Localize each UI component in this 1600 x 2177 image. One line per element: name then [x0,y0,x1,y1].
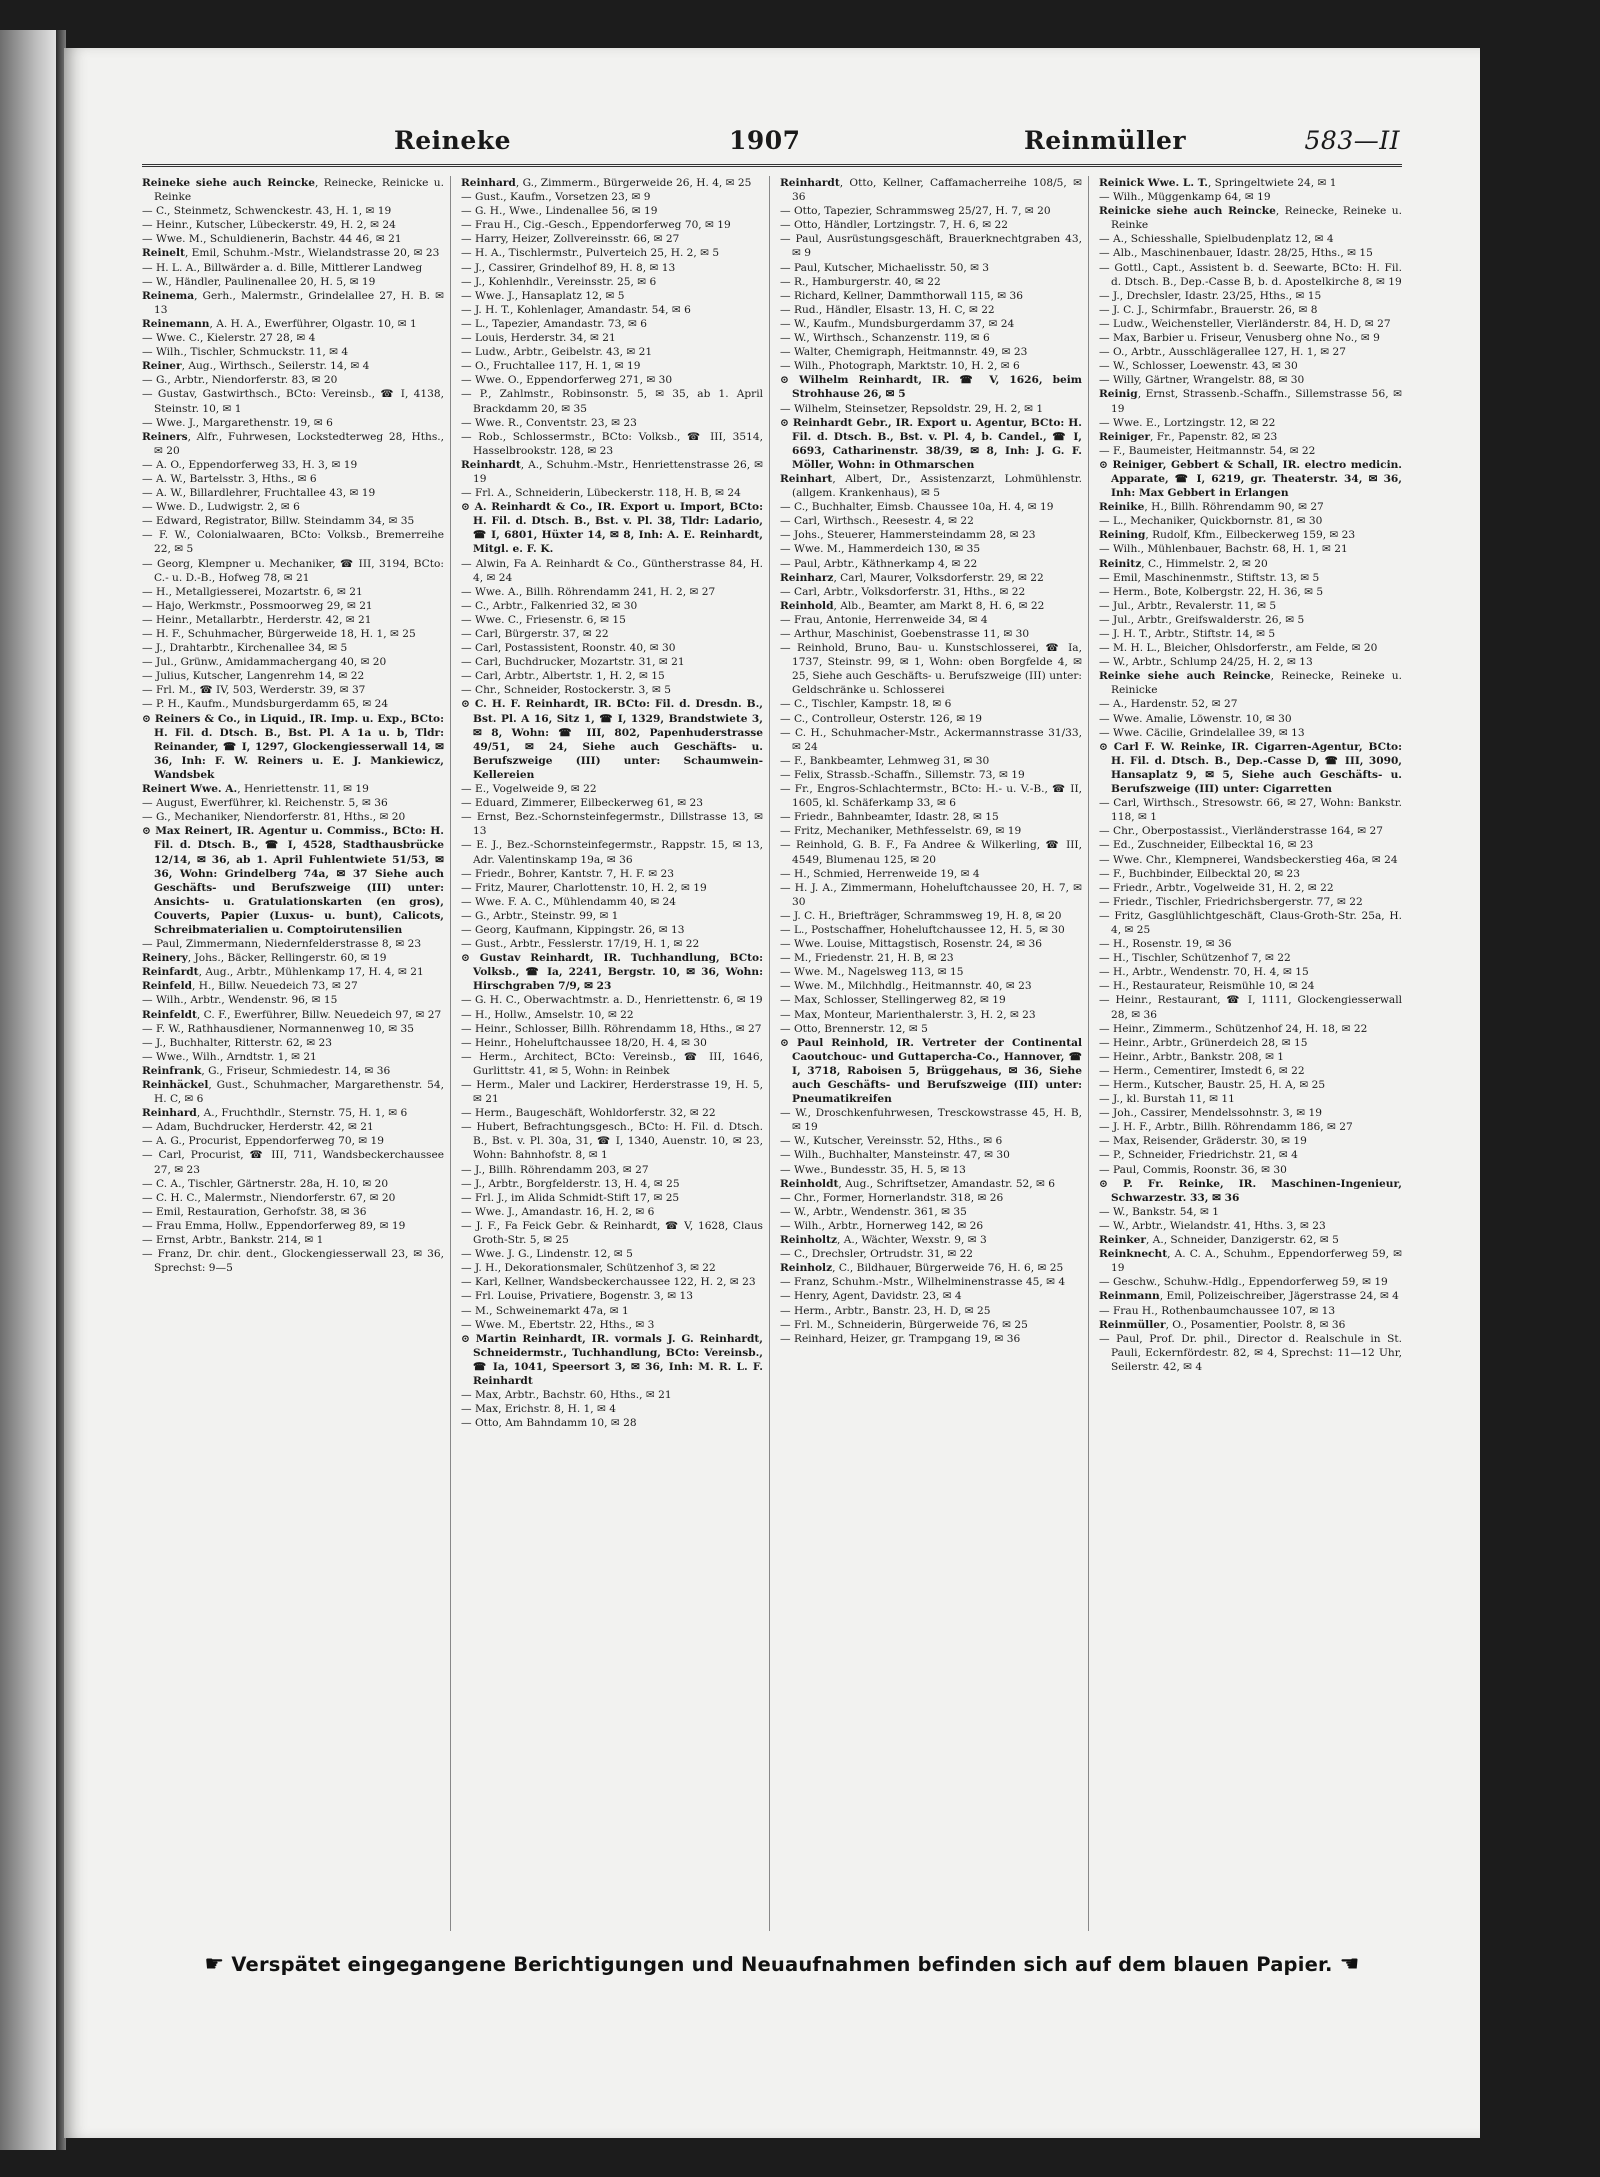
directory-entry: — Carl, Arbtr., Albertstr. 1, H. 2, ✉ 15 [461,670,665,683]
directory-entry: — C., Drechsler, Ortrudstr. 31, ✉ 22 [780,1248,974,1261]
directory-entry: — Heinr., Kutscher, Lübeckerstr. 49, H. 2, ✉ 24 [142,219,396,232]
directory-entry: — Paul, Arbtr., Käthnerkamp 4, ✉ 22 [780,557,978,570]
directory-entry: — Friedr., Bohrer, Kantstr. 7, H. F. ✉ 23 [461,867,675,880]
directory-entry: — A. W., Billardlehrer, Fruchtallee 43, ✉ 19 [142,487,376,500]
directory-entry: — Wilh., Photograph, Marktstr. 10, H. 2, ✉ 6 [780,360,1020,373]
directory-entry: ⊙ Gustav Reinhardt, IR. Tuchhandlung, BCto: Volksb., ☎ Ia, 2241, Bergstr. 10, ✉ 36, Wohn: Hirschgraben 7/9, ✉ 23 [461,952,763,993]
directory-entry: — G. H. C., Oberwachtmstr. a. D., Henriettenstr. 6, ✉ 19 [461,994,763,1007]
directory-entry: — Jul., Grünw., Amidammachergang 40, ✉ 20 [142,656,387,669]
directory-entry: — Wwe. M., Milchhdlg., Heitmannstr. 40, ✉ 23 [780,980,1032,993]
directory-entry: — Ludw., Arbtr., Geibelstr. 43, ✉ 21 [461,346,653,359]
directory-entry: — M., Friedenstr. 21, H. B, ✉ 23 [780,952,954,965]
directory-entry: — O., Fruchtallee 117, H. 1, ✉ 19 [461,360,641,373]
directory-entry: — H., Restaurateur, Reismühle 10, ✉ 24 [1099,980,1315,993]
directory-entry: — A., Schiesshalle, Spielbudenplatz 12, ✉ 4 [1099,233,1334,246]
directory-entry: — Julius, Kutscher, Langenrehm 14, ✉ 22 [142,670,365,683]
directory-entry: — O., Arbtr., Ausschlägerallee 127, H. 1, ✉ 27 [1099,346,1346,359]
directory-entry: — Henry, Agent, Davidstr. 23, ✉ 4 [780,1290,962,1303]
directory-entry: ⊙ Martin Reinhardt, IR. vormals J. G. Reinhardt, Schneidermstr., Tuchhandlung, BCto: Vereinsb., ☎ Ia, 1041, Speersort 3, ✉ 36, Inh: M. R. L. F. Reinhardt [461,1332,763,1387]
directory-entry: — Gottl., Capt., Assistent b. d. Seewarte, BCto: H. Fil. d. Dtsch. B., Dep.-Casse B, b. d. Apostelkirche 8, ✉ 19 [1099,261,1402,288]
directory-entry: — H., Metallgiesserei, Mozartstr. 6, ✉ 21 [142,585,363,598]
directory-entry: — W., Händler, Paulinenallee 20, H. 5, ✉ 19 [142,275,376,288]
directory-entry: — Frau H., Cig.-Gesch., Eppendorferweg 70, ✉ 19 [461,219,731,232]
directory-entry: — F., Buchbinder, Eilbecktal 20, ✉ 23 [1099,867,1300,880]
directory-entry: Reinike, H., Billh. Röhrendamm 90, ✉ 27 [1099,501,1324,514]
directory-entry: — Wwe. Louise, Mittagstisch, Rosenstr. 24, ✉ 36 [780,938,1042,951]
directory-entry: — C., Tischler, Kampstr. 18, ✉ 6 [780,698,952,711]
directory-entry: — Wwe. E., Lortzingstr. 12, ✉ 22 [1099,416,1276,429]
directory-entry: — Carl, Wirthsch., Stresowstr. 66, ✉ 27, Wohn: Bankstr. 118, ✉ 1 [1099,797,1402,824]
directory-entry: Reinfeldt, C. F., Ewerführer, Billw. Neuedeich 97, ✉ 27 [142,1008,442,1021]
directory-entry: — W., Wirthsch., Schanzenstr. 119, ✉ 6 [780,332,990,345]
directory-entry: — Wwe. A., Billh. Röhrendamm 241, H. 2, ✉ 27 [461,585,716,598]
footer-notice [184,1952,1380,1977]
directory-entry: — Wilh., Müggenkamp 64, ✉ 19 [1099,191,1271,204]
directory-entry: — Ludw., Weichensteller, Vierländerstr. 84, H. D, ✉ 27 [1099,317,1391,330]
directory-entry: Reinhäckel, Gust., Schuhmacher, Margarethenstr. 54, H. C, ✉ 6 [142,1079,444,1106]
directory-entry: — Alb., Maschinenbauer, Idastr. 28/25, Hths., ✉ 15 [1099,247,1373,260]
directory-entry: Reinelt, Emil, Schuhm.-Mstr., Wielandstrasse 20, ✉ 23 [142,247,440,260]
previous-page-edge [0,30,60,2150]
directory-entry: Reinhard, A., Fruchthdlr., Sternstr. 75, H. 1, ✉ 6 [142,1107,408,1120]
directory-entry: — Reinhold, Bruno, Bau- u. Kunstschlosserei, ☎ Ia, 1737, Steinstr. 99, ✉ 1, Wohn: oben Borgfelde 4, ✉ 25, Siehe auch Geschäfts- u. Berufszweige (III) unter: Geldschränke u. Schlosserei [780,642,1082,697]
directory-entry: — H. L. A., Billwärder a. d. Bille, Mittlerer Landweg [142,261,423,274]
directory-entry: — M. H. L., Bleicher, Ohlsdorferstr., am Felde, ✉ 20 [1099,642,1378,655]
directory-entry: — Wwe. R., Conventstr. 23, ✉ 23 [461,416,637,429]
directory-entry: — Fritz, Gasglühlichtgeschäft, Claus-Groth-Str. 25a, H. 4, ✉ 25 [1099,909,1402,936]
directory-entry: — L., Postschaffner, Hoheluftchaussee 12, H. 5, ✉ 30 [780,923,1065,936]
directory-entry: — Carl, Arbtr., Volksdorferstr. 31, Hths., ✉ 22 [780,585,1026,598]
directory-entry: Reinig, Ernst, Strassenb.-Schaffn., Sillemstrasse 56, ✉ 19 [1099,388,1402,415]
directory-entry: — Fr., Engros-Schlachtermstr., BCto: H.- u. V.-B., ☎ II, 1605, kl. Schäferkamp 33, ✉ 6 [780,783,1082,810]
directory-entry: — Paul, Commis, Roonstr. 36, ✉ 30 [1099,1163,1287,1176]
column-2 [461,176,770,1931]
directory-entry: Reinhart, Albert, Dr., Assistenzarzt, Lohmühlenstr. (allgem. Krankenhaus), ✉ 5 [780,472,1082,500]
directory-entry: — Paul, Kutscher, Michaelisstr. 50, ✉ 3 [780,261,990,274]
directory-entry: — H., Arbtr., Wendenstr. 70, H. 4, ✉ 15 [1099,966,1309,979]
directory-entry: — Joh., Cassirer, Mendelssohnstr. 3, ✉ 19 [1099,1107,1322,1120]
directory-entry: — Emil, Restauration, Gerhofstr. 38, ✉ 36 [142,1205,367,1218]
directory-entry: ⊙ A. Reinhardt & Co., IR. Export u. Import, BCto: H. Fil. d. Dtsch. B., Bst. v. Pl. 38, Tldr: Ladario, ☎ I, 6801, Hüxter 14, ✉ 8, Inh: A. E. Reinhardt, Mitgl. e. F. K. [461,501,763,556]
directory-entry: — Wilh., Tischler, Schmuckstr. 11, ✉ 4 [142,346,349,359]
directory-entry: Reinfrank, G., Friseur, Schmiedestr. 14, ✉ 36 [142,1064,391,1077]
directory-entry: ⊙ Carl F. W. Reinke, IR. Cigarren-Agentur, BCto: H. Fil. d. Dtsch. B., Dep.-Casse D, ☎ III, 3090, Hansaplatz 9, ✉ 5, Siehe auch Geschäfts- u. Berufszweige (III) unter: Cigarretten [1099,740,1402,796]
directory-entry: — Heinr., Metallarbtr., Herderstr. 42, ✉ 21 [142,613,372,626]
page-number: 583—II [1304,126,1400,155]
directory-entry: Reinmann, Emil, Polizeischreiber, Jägerstrasse 24, ✉ 4 [1099,1290,1399,1303]
directory-entry: — Wwe. J., Hansaplatz 12, ✉ 5 [461,289,625,302]
directory-entry: — Max, Erichstr. 8, H. 1, ✉ 4 [461,1403,617,1416]
directory-entry: — Louis, Herderstr. 34, ✉ 21 [461,332,616,345]
directory-entry: — Gust., Kaufm., Vorsetzen 23, ✉ 9 [461,191,651,204]
directory-entry: — Rud., Händler, Elsastr. 13, H. C, ✉ 22 [780,303,995,316]
directory-entry: — C. H., Schuhmacher-Mstr., Ackermannstrasse 31/33, ✉ 24 [780,726,1082,753]
directory-entry: — Heinr., Hoheluftchaussee 18/20, H. 4, ✉ 30 [461,1036,707,1049]
directory-entry: — Chr., Former, Hornerlandstr. 318, ✉ 26 [780,1191,1004,1204]
directory-entry: ⊙ Reinhardt Gebr., IR. Export u. Agentur, BCto: H. Fil. d. Dtsch. B., Bst. v. Pl. 4, b. Candel., ☎ I, 6693, Catharinenstr. 38/39, ✉ 8, Inh: J. G. F. Möller, Wohn: in Othmarschen [780,416,1082,471]
directory-entry: — F. W., Colonialwaaren, BCto: Volksb., Bremerreihe 22, ✉ 5 [142,529,444,556]
directory-entry: — H., Tischler, Schützenhof 7, ✉ 22 [1099,952,1291,965]
directory-entry: — A., Hardenstr. 52, ✉ 27 [1099,698,1238,711]
directory-entry: — G., Arbtr., Niendorferstr. 83, ✉ 20 [142,374,338,387]
directory-entry: — M., Schweinemarkt 47a, ✉ 1 [461,1304,629,1317]
directory-entry: — H., Schmied, Herrenweide 19, ✉ 4 [780,867,980,880]
directory-entry: — Johs., Steuerer, Hammersteindamm 28, ✉ 23 [780,529,1036,542]
directory-entry: — Herm., Architect, BCto: Vereinsb., ☎ III, 1646, Gurlittstr. 41, ✉ 5, Wohn: in Reinbek [461,1050,763,1077]
directory-entry: — Heinr., Arbtr., Grünerdeich 28, ✉ 15 [1099,1036,1308,1049]
directory-entry: ⊙ Max Reinert, IR. Agentur u. Commiss., BCto: H. Fil. d. Dtsch. B., ☎ I, 4528, Stadthausbrücke 12/14, ✉ 36, ab 1. April Fuhlentwiete 51/53, ✉ 36, Wohn: Grindelberg 74a, ✉ 37 Siehe auch Geschäfts- und Berufszweige (III) unter: Ansichts- u. Gratulationskarten (en gros), Couverts, Papier (Luxus- u. bunt), Calicots, Schreibmaterialien u. Comptoirutensilien [142,825,444,936]
directory-entry: — Georg, Kaufmann, Kippingstr. 26, ✉ 13 [461,923,685,936]
directory-entry: — Otto, Händler, Lortzingstr. 7, H. 6, ✉ 22 [780,219,1009,232]
directory-entry: — Ed., Zuschneider, Eilbecktal 16, ✉ 23 [1099,839,1314,852]
directory-entry: Reinemann, A. H. A., Ewerführer, Olgastr. 10, ✉ 1 [142,317,417,330]
directory-entry: — Paul, Zimmermann, Niedernfelderstrasse 8, ✉ 23 [142,938,422,951]
directory-entry: — Wwe. O., Eppendorferweg 271, ✉ 30 [461,374,673,387]
directory-entry: Reining, Rudolf, Kfm., Eilbeckerweg 159, ✉ 23 [1099,529,1356,542]
directory-entry: — Paul, Prof. Dr. phil., Director d. Realschule in St. Pauli, Eckernfördestr. 82, ✉ 4, Sprechst: 11—12 Uhr, Seilerstr. 42, ✉ 4 [1099,1332,1402,1373]
directory-entry: — Edward, Registrator, Billw. Steindamm 34, ✉ 35 [142,515,415,528]
directory-entry: Reiner, Aug., Wirthsch., Seilerstr. 14, ✉ 4 [142,360,370,373]
directory-entry: Reinmüller, O., Posamentier, Poolstr. 8, ✉ 36 [1099,1318,1346,1331]
directory-entry: Reiners, Alfr., Fuhrwesen, Lockstedterweg 28, Hths., ✉ 20 [142,430,444,457]
directory-entry: ⊙ Paul Reinhold, IR. Vertreter der Continental Caoutchouc- und Guttapercha-Co., Hannover, ☎ I, 3718, Raboisen 5, Brüggehaus, ✉ 36, Siehe auch Geschäfts- und Berufszweige (III) unter: Pneumatikreifen [780,1036,1082,1106]
directory-entry: Reinhard, G., Zimmerm., Bürgerweide 26, H. 4, ✉ 25 [461,177,752,189]
directory-entry: — F. W., Rathhausdiener, Normannenweg 10, ✉ 35 [142,1022,414,1035]
directory-entry: ⊙ P. Fr. Reinke, IR. Maschinen-Ingenieur, Schwarzestr. 33, ✉ 36 [1099,1177,1402,1204]
directory-entry: — P., Schneider, Friedrichstr. 21, ✉ 4 [1099,1149,1298,1162]
directory-entry: — Herm., Bote, Kolbergstr. 22, H. 36, ✉ 5 [1099,585,1324,598]
header-year: 1907 [729,126,801,155]
directory-entry: — Herm., Maler und Lackirer, Herderstrasse 19, H. 5, ✉ 21 [461,1079,763,1106]
directory-entry: — C., Arbtr., Falkenried 32, ✉ 30 [461,599,638,612]
directory-columns [142,176,1408,1931]
directory-entry: — Wwe. M., Ebertstr. 22, Hths., ✉ 3 [461,1318,655,1331]
directory-entry: — P. H., Kaufm., Mundsburgerdamm 65, ✉ 24 [142,698,389,711]
directory-entry: — Friedr., Tischler, Friedrichsbergerstr. 77, ✉ 22 [1099,895,1363,908]
directory-entry: — Richard, Kellner, Dammthorwall 115, ✉ 36 [780,289,1024,302]
directory-entry: — Heinr., Arbtr., Bankstr. 208, ✉ 1 [1099,1050,1285,1063]
directory-entry: — Harry, Heizer, Zollvereinsstr. 66, ✉ 27 [461,233,680,246]
directory-entry: — W., Arbtr., Wielandstr. 41, Hths. 3, ✉ 23 [1099,1219,1326,1232]
directory-entry: — Wwe. M., Hammerdeich 130, ✉ 35 [780,543,981,556]
header-right-keyword: Reinmüller [1024,126,1187,155]
directory-entry: — Chr., Schneider, Rostockerstr. 3, ✉ 5 [461,684,671,697]
directory-entry: — Friedr., Bahnbeamter, Idastr. 28, ✉ 15 [780,811,999,824]
directory-entry: — F., Bankbeamter, Lehmweg 31, ✉ 30 [780,754,990,767]
directory-entry: Reinhardt, Otto, Kellner, Caffamacherreihe 108/5, ✉ 36 [780,177,1082,204]
directory-entry: — L., Tapezier, Amandastr. 73, ✉ 6 [461,317,648,330]
directory-entry: — G. H., Wwe., Lindenallee 56, ✉ 19 [461,205,658,218]
directory-entry: — Wwe. J., Amandastr. 16, H. 2, ✉ 6 [461,1205,655,1218]
directory-entry: — C., Controlleur, Osterstr. 126, ✉ 19 [780,712,983,725]
directory-entry: Reinharz, Carl, Maurer, Volksdorferstr. 29, ✉ 22 [780,571,1044,584]
header-left-keyword: Reineke [394,126,511,155]
directory-entry: — Adam, Buchdrucker, Herderstr. 42, ✉ 21 [142,1121,374,1134]
directory-entry: — Max, Schlosser, Stellingerweg 82, ✉ 19 [780,994,1006,1007]
directory-entry: — Herm., Baugeschäft, Wohldorferstr. 32, ✉ 22 [461,1107,716,1120]
directory-entry: — Gustav, Gastwirthsch., BCto: Vereinsb., ☎ I, 4138, Steinstr. 10, ✉ 1 [142,388,444,415]
directory-entry: — J., Kohlenhdlr., Vereinsstr. 25, ✉ 6 [461,275,657,288]
pointing-hand-icon: ☛ [204,1952,225,1977]
directory-entry: — Max, Reisender, Gräderstr. 30, ✉ 19 [1099,1135,1307,1148]
column-3 [780,176,1089,1931]
directory-entry: — J., Buchhalter, Ritterstr. 62, ✉ 23 [142,1036,333,1049]
directory-entry: — G., Mechaniker, Niendorferstr. 81, Hths., ✉ 20 [142,811,406,824]
directory-entry: — E. J., Bez.-Schornsteinfegermstr., Rappstr. 15, ✉ 13, Adr. Valentinskamp 19a, ✉ 36 [461,839,763,866]
directory-entry: — Frl. A., Schneiderin, Lübeckerstr. 118, H. B, ✉ 24 [461,487,741,500]
directory-entry: — Wilh., Arbtr., Hornerweg 142, ✉ 26 [780,1219,984,1232]
directory-entry: — G., Arbtr., Steinstr. 99, ✉ 1 [461,909,619,922]
directory-entry: — Chr., Oberpostassist., Vierländerstrasse 164, ✉ 27 [1099,825,1384,838]
directory-entry: — Carl, Bürgerstr. 37, ✉ 22 [461,628,609,640]
directory-entry: — J., Cassirer, Grindelhof 89, H. 8, ✉ 13 [461,261,676,274]
directory-entry: — Wwe. M., Schuldienerin, Bachstr. 44 46, ✉ 21 [142,233,402,246]
directory-entry: — Paul, Ausrüstungsgeschäft, Brauerknechtgraben 43, ✉ 9 [780,233,1082,260]
directory-entry: — F., Baumeister, Heitmannstr. 54, ✉ 22 [1099,444,1316,457]
directory-entry: — Wilh., Arbtr., Wendenstr. 96, ✉ 15 [142,994,338,1007]
directory-entry: — Heinr., Schlosser, Billh. Röhrendamm 18, Hths., ✉ 27 [461,1022,762,1035]
directory-entry: — J. H., Dekorationsmaler, Schützenhof 3, ✉ 22 [461,1262,716,1275]
directory-entry: — Frl. Louise, Privatiere, Bogenstr. 3, ✉ 13 [461,1290,693,1303]
directory-entry: — Rob., Schlossermstr., BCto: Volksb., ☎ III, 3514, Hasselbrookstr. 128, ✉ 23 [461,430,763,457]
directory-entry: — W., Arbtr., Wendenstr. 361, ✉ 35 [780,1205,967,1218]
directory-entry: — H., Rosenstr. 19, ✉ 36 [1099,938,1232,951]
directory-entry: — Carl, Wirthsch., Reesestr. 4, ✉ 22 [780,515,974,528]
directory-entry: — Wwe. J., Margarethenstr. 19, ✉ 6 [142,416,333,429]
directory-entry: — Frau, Antonie, Herrenweide 34, ✉ 4 [780,613,988,626]
directory-entry: — Wilhelm, Steinsetzer, Repsoldstr. 29, H. 2, ✉ 1 [780,402,1044,415]
directory-entry: — Herm., Cementirer, Imstedt 6, ✉ 22 [1099,1064,1305,1077]
directory-entry: — L., Mechaniker, Quickbornstr. 81, ✉ 30 [1099,515,1323,528]
directory-entry: — Arthur, Maschinist, Goebenstrasse 11, ✉ 30 [780,628,1030,640]
directory-entry: ⊙ Wilhelm Reinhardt, IR. ☎ V, 1626, beim Strohhause 26, ✉ 5 [780,374,1082,401]
directory-entry: — J. C. H., Briefträger, Schrammsweg 19, H. 8, ✉ 20 [780,909,1062,922]
directory-entry: — Reinhard, Heizer, gr. Trampgang 19, ✉ 36 [780,1332,1021,1345]
directory-entry: — Jul., Arbtr., Greifswalderstr. 26, ✉ 5 [1099,613,1305,626]
directory-entry: — Reinhold, G. B. F., Fa Andree & Wilkerling, ☎ III, 4549, Blumenau 125, ✉ 20 [780,839,1082,866]
directory-entry: — Wwe. Chr., Klempnerei, Wandsbeckerstieg 46a, ✉ 24 [1099,853,1398,866]
directory-entry: — C., Steinmetz, Schwenckestr. 43, H. 1, ✉ 19 [142,205,392,218]
pointing-hand-icon: ☚ [1339,1952,1360,1977]
directory-entry: ⊙ Reiners & Co., in Liquid., IR. Imp. u. Exp., BCto: H. Fil. d. Dtsch. B., Bst. Pl. A 1a u. b, Tldr: Reinander, ☎ I, 1297, Glockengiesserwall 14, ✉ 36, Inh: F. W. Reiners u. E. J. Mankiewicz, Wandsbek [142,712,444,781]
directory-entry: — J., Drechsler, Idastr. 23/25, Hths., ✉ 15 [1099,289,1322,302]
directory-entry: — Otto, Brennerstr. 12, ✉ 5 [780,1022,928,1035]
directory-entry: — Karl, Kellner, Wandsbeckerchaussee 122, H. 2, ✉ 23 [461,1276,756,1289]
directory-entry: — A. G., Procurist, Eppendorferweg 70, ✉ 19 [142,1135,385,1148]
directory-entry: — Gust., Arbtr., Fesslerstr. 17/19, H. 1, ✉ 22 [461,938,700,951]
directory-entry: — Wwe. D., Ludwigstr. 2, ✉ 6 [142,501,300,514]
directory-entry: — Hubert, Befrachtungsgesch., BCto: H. Fil. d. Dtsch. B., Bst. v. Pl. 30a, 31, ☎ I, 1340, Auenstr. 10, ✉ 23, Wohn: Bahnhofstr. 8, ✉ 1 [461,1121,763,1162]
directory-entry: — Frl. J., im Alida Schmidt-Stift 17, ✉ 25 [461,1191,680,1204]
directory-entry: Reinholdt, Aug., Schriftsetzer, Amandastr. 52, ✉ 6 [780,1177,1056,1190]
directory-entry: — Georg, Klempner u. Mechaniker, ☎ III, 3194, BCto: C.- u. D.-B., Hofweg 78, ✉ 21 [142,557,444,584]
directory-entry: — Jul., Arbtr., Revalerstr. 11, ✉ 5 [1099,599,1277,612]
directory-entry: — Ernst, Arbtr., Bankstr. 214, ✉ 1 [142,1234,324,1247]
directory-entry: — Herm., Arbtr., Banstr. 23, H. D, ✉ 25 [780,1304,991,1317]
directory-entry: Reinicke siehe auch Reincke, Reinecke, Reineke u. Reinke [1099,205,1402,232]
directory-entry: — Wwe. Amalie, Löwenstr. 10, ✉ 30 [1099,712,1292,725]
directory-entry: — C. H. C., Malermstr., Niendorferstr. 67, ✉ 20 [142,1191,396,1204]
directory-entry: — J., Billh. Röhrendamm 203, ✉ 27 [461,1163,649,1176]
directory-entry: — Wwe. C., Friesenstr. 6, ✉ 15 [461,613,626,626]
directory-entry: — Otto, Tapezier, Schrammsweg 25/27, H. 7, ✉ 20 [780,205,1051,218]
directory-entry: ⊙ Reiniger, Gebbert & Schall, IR. electro medicin. Apparate, ☎ I, 6219, gr. Theaterstr. 34, ✉ 36, Inh: Max Gebbert in Erlangen [1099,458,1402,500]
directory-entry: — J. H. T., Kohlenlager, Amandastr. 54, ✉ 6 [461,303,691,316]
directory-entry: — Willy, Gärtner, Wrangelstr. 88, ✉ 30 [1099,374,1305,387]
directory-entry: — Wwe. F. A. C., Mühlendamm 40, ✉ 24 [461,895,677,908]
directory-entry: — W., Kutscher, Vereinsstr. 52, Hths., ✉ 6 [780,1135,1003,1148]
directory-entry: — W., Kaufm., Mundsburgerdamm 37, ✉ 24 [780,317,1015,330]
directory-entry: — Friedr., Arbtr., Vogelweide 31, H. 2, ✉ 22 [1099,881,1334,894]
directory-entry: — H. J. A., Zimmermann, Hoheluftchaussee 20, H. 7, ✉ 30 [780,881,1082,908]
directory-entry: Reinholz, C., Bildhauer, Bürgerweide 76, H. 6, ✉ 25 [780,1262,1064,1275]
directory-entry: — Wwe. M., Nagelsweg 113, ✉ 15 [780,966,964,979]
directory-entry: — Fritz, Mechaniker, Methfesselstr. 69, ✉ 19 [780,825,1022,838]
directory-entry: — J., kl. Burstah 11, ✉ 11 [1099,1093,1235,1106]
directory-entry: — J., Arbtr., Borgfelderstr. 13, H. 4, ✉ 25 [461,1177,680,1190]
directory-entry: — Hajo, Werkmstr., Possmoorweg 29, ✉ 21 [142,599,373,612]
directory-entry: — J. H. F., Arbtr., Billh. Röhrendamm 186, ✉ 27 [1099,1121,1353,1134]
directory-entry: — H., Hollw., Amselstr. 10, ✉ 22 [461,1008,634,1021]
footer-text: Verspätet eingegangene Berichtigungen und Neuaufnahmen befinden sich auf dem blauen Papier. [231,1953,1333,1976]
directory-entry: Reinfardt, Aug., Arbtr., Mühlenkamp 17, H. 4, ✉ 21 [142,966,424,979]
directory-entry: — Heinr., Zimmerm., Schützenhof 24, H. 18, ✉ 22 [1099,1022,1368,1035]
directory-entry: — Carl, Procurist, ☎ III, 711, Wandsbeckerchaussee 27, ✉ 23 [142,1149,444,1176]
directory-entry: — C. A., Tischler, Gärtnerstr. 28a, H. 10, ✉ 20 [142,1177,389,1190]
directory-entry: — Wwe. C., Kielerstr. 27 28, ✉ 4 [142,332,316,345]
directory-entry: — Wilh., Mühlenbauer, Bachstr. 68, H. 1, ✉ 21 [1099,543,1348,556]
column-1 [142,176,451,1931]
directory-entry: — Franz, Schuhm.-Mstr., Wilhelminenstrasse 45, ✉ 4 [780,1276,1066,1289]
column-4 [1099,176,1408,1931]
directory-entry: — Wwe., Wilh., Arndtstr. 1, ✉ 21 [142,1050,317,1063]
directory-entry: — Frau H., Rothenbaumchaussee 107, ✉ 13 [1099,1304,1336,1317]
directory-entry: — W., Bankstr. 54, ✉ 1 [1099,1205,1219,1218]
directory-entry: — Herm., Kutscher, Baustr. 25, H. A, ✉ 25 [1099,1079,1326,1091]
directory-entry: — R., Hamburgerstr. 40, ✉ 22 [780,275,941,288]
directory-entry: — A. O., Eppendorferweg 33, H. 3, ✉ 19 [142,458,358,471]
directory-entry: — J., Drahtarbtr., Kirchenallee 34, ✉ 5 [142,642,348,655]
header-rule [142,164,1402,167]
directory-entry: — Ernst, Bez.-Schornsteinfegermstr., Dillstrasse 13, ✉ 13 [461,811,763,838]
directory-entry: — Walter, Chemigraph, Heitmannstr. 49, ✉ 23 [780,346,1028,359]
directory-entry: — W., Droschkenfuhrwesen, Tresckowstrasse 45, H. B, ✉ 19 [780,1107,1082,1134]
directory-entry: — A. W., Bartelsstr. 3, Hths., ✉ 6 [142,472,317,485]
directory-entry: — Frau Emma, Hollw., Eppendorferweg 89, ✉ 19 [142,1219,406,1232]
directory-entry: — E., Vogelweide 9, ✉ 22 [461,783,597,796]
directory-entry: Reinery, Johs., Bäcker, Rellingerstr. 60, ✉ 19 [142,952,387,965]
directory-entry: — W., Schlosser, Loewenstr. 43, ✉ 30 [1099,360,1298,373]
directory-entry: — Max, Barbier u. Friseur, Venusberg ohne No., ✉ 9 [1099,332,1380,345]
directory-entry: — J. F., Fa Feick Gebr. & Reinhardt, ☎ V, 1628, Claus Groth-Str. 5, ✉ 25 [461,1219,763,1247]
directory-page [64,48,1480,2138]
directory-entry: — J. C. J., Schirmfabr., Brauerstr. 26, ✉ 8 [1099,303,1318,316]
directory-entry: — Wwe. Cäcilie, Grindelallee 39, ✉ 13 [1099,726,1305,739]
directory-entry: Reinhardt, A., Schuhm.-Mstr., Henriettenstrasse 26, ✉ 19 [461,458,763,485]
directory-entry: Reinker, A., Schneider, Danzigerstr. 62, ✉ 5 [1099,1234,1339,1247]
directory-entry: — Max, Arbtr., Bachstr. 60, Hths., ✉ 21 [461,1389,672,1402]
directory-entry: — Eduard, Zimmerer, Eilbeckerweg 61, ✉ 23 [461,797,703,810]
directory-entry: — C., Buchhalter, Eimsb. Chaussee 10a, H. 4, ✉ 19 [780,501,1054,514]
directory-entry: — Felix, Strassb.-Schaffn., Sillemstr. 73, ✉ 19 [780,768,1025,781]
directory-entry: — Frl. M., ☎ IV, 503, Werderstr. 39, ✉ 37 [142,684,366,697]
directory-entry: — Carl, Buchdrucker, Mozartstr. 31, ✉ 21 [461,656,685,669]
directory-entry: — Wilh., Buchhalter, Mansteinstr. 47, ✉ 30 [780,1149,1010,1162]
directory-entry: — Emil, Maschinenmstr., Stiftstr. 13, ✉ 5 [1099,571,1320,584]
directory-entry: — H. A., Tischlermstr., Pulverteich 25, H. 2, ✉ 5 [461,247,720,260]
directory-entry: — Franz, Dr. chir. dent., Glockengiesserwall 23, ✉ 36, Sprechst: 9—5 [142,1248,444,1275]
directory-entry: — W., Arbtr., Schlump 24/25, H. 2, ✉ 13 [1099,656,1313,669]
directory-entry: — August, Ewerführer, kl. Reichenstr. 5, ✉ 36 [142,797,388,810]
directory-entry: Reinfeld, H., Billw. Neuedeich 73, ✉ 27 [142,980,358,993]
directory-entry: Reiniger, Fr., Papenstr. 82, ✉ 23 [1099,430,1278,443]
directory-entry: — J. H. T., Arbtr., Stiftstr. 14, ✉ 5 [1099,628,1276,640]
directory-entry: — Alwin, Fa A. Reinhardt & Co., Güntherstrasse 84, H. 4, ✉ 24 [461,557,763,584]
directory-entry: — Heinr., Restaurant, ☎ I, 1111, Glockengiesserwall 28, ✉ 36 [1099,994,1402,1021]
directory-entry: Reinert Wwe. A., Henriettenstr. 11, ✉ 19 [142,783,369,796]
directory-entry: — Otto, Am Bahndamm 10, ✉ 28 [461,1417,637,1430]
page-header [64,126,1480,166]
directory-entry: — Carl, Postassistent, Roonstr. 40, ✉ 30 [461,642,676,655]
directory-entry: Reinitz, C., Himmelstr. 2, ✉ 20 [1099,557,1268,570]
directory-entry: — Frl. M., Schneiderin, Bürgerweide 76, ✉ 25 [780,1318,1028,1331]
directory-entry: — Fritz, Maurer, Charlottenstr. 10, H. 2, ✉ 19 [461,881,707,894]
directory-entry: Reinholtz, A., Wächter, Wexstr. 9, ✉ 3 [780,1234,987,1247]
directory-entry: — Wwe. J. G., Lindenstr. 12, ✉ 5 [461,1248,633,1261]
directory-entry: Reinema, Gerh., Malermstr., Grindelallee 27, H. B. ✉ 13 [142,289,444,316]
directory-entry: Reinick Wwe. L. T., Springeltwiete 24, ✉ 1 [1099,177,1337,189]
directory-entry: ⊙ C. H. F. Reinhardt, IR. BCto: Fil. d. Dresdn. B., Bst. Pl. A 16, Sitz 1, ☎ I, 1329, Brandstwiete 3, ✉ 8, Wohn: ☎ III, 802, Papenhuderstrasse 49/51, ✉ 24, Siehe auch Geschäfts- u. Berufszweige (III) unter: Schaumwein-Kellereien [461,698,763,781]
directory-entry: Reinke siehe auch Reincke, Reinecke, Reineke u. Reinicke [1099,670,1402,697]
directory-entry: Reinhold, Alb., Beamter, am Markt 8, H. 6, ✉ 22 [780,599,1045,612]
directory-entry: — H. F., Schuhmacher, Bürgerweide 18, H. 1, ✉ 25 [142,628,416,640]
directory-entry: — P., Zahlmstr., Robinsonstr. 5, ✉ 35, ab 1. April Brackdamm 20, ✉ 35 [461,388,763,415]
directory-entry: Reineke siehe auch Reincke, Reinecke, Reinicke u. Reinke [142,177,444,204]
directory-entry: — Max, Monteur, Marienthalerstr. 3, H. 2, ✉ 23 [780,1008,1036,1021]
directory-entry: — Wwe., Bundesstr. 35, H. 5, ✉ 13 [780,1163,966,1176]
directory-entry: Reinknecht, A. C. A., Schuhm., Eppendorferweg 59, ✉ 19 [1099,1248,1402,1275]
directory-entry: — Geschw., Schuhw.-Hdlg., Eppendorferweg 59, ✉ 19 [1099,1276,1388,1289]
